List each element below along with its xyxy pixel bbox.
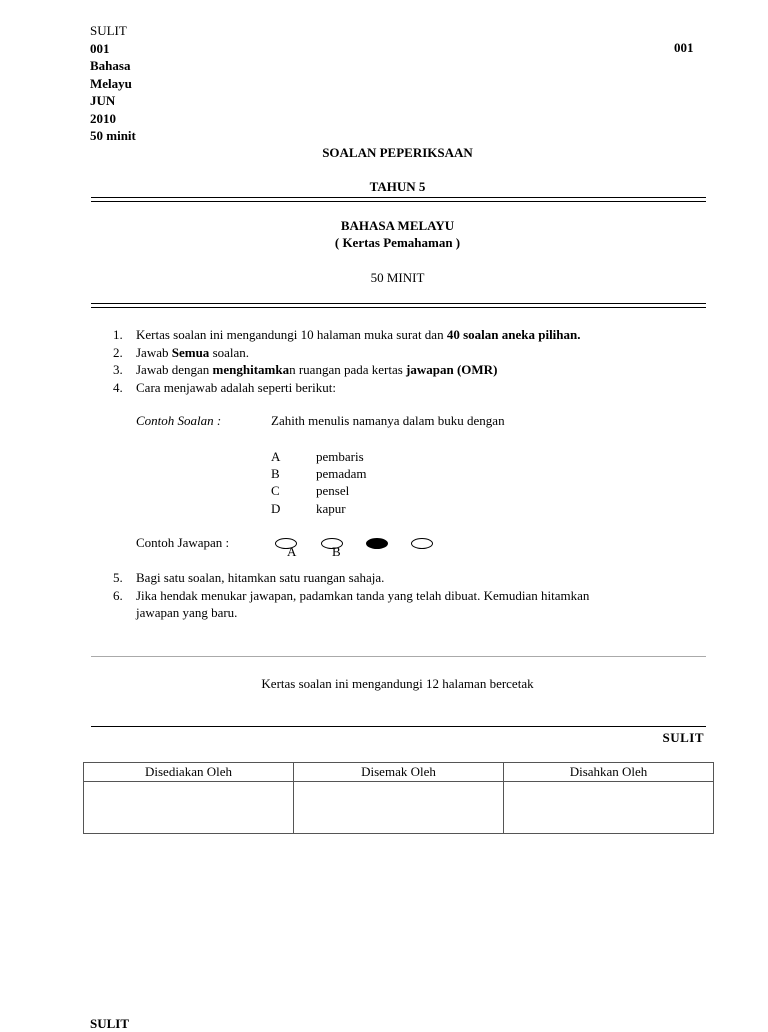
bubble-label-b: B	[332, 544, 341, 559]
subject-line-2: Melayu	[90, 75, 132, 91]
answer-bubble-d	[411, 538, 433, 549]
instruction-item: 6. Jika hendak menukar jawapan, padamkan tanda yang telah dibuat. Kemudian hitamkan jawapan yang baru.	[113, 587, 590, 620]
instructions-list	[113, 326, 703, 396]
double-rule-top-2	[91, 201, 706, 202]
subject-title: BAHASA MELAYU	[340, 218, 455, 233]
instruction-item: 5. Bagi satu soalan, hitamkan satu ruangan sahaja.	[113, 570, 385, 585]
instruction-item: 3. Jawab dengan menghitamkan ruangan pada kertas jawapan (OMR)	[113, 362, 498, 377]
bubble-label-a: A	[287, 544, 297, 559]
time-title: 50 MINIT	[370, 270, 425, 285]
example-option: C pensel	[271, 483, 350, 498]
paper-title: ( Kertas Pemahaman )	[334, 235, 461, 250]
exam-month: JUN	[90, 93, 116, 108]
double-rule-top-1	[91, 197, 706, 198]
header-info	[90, 22, 136, 145]
signoff-header-checked: Disemak Oleh	[294, 763, 504, 782]
paper-code: 001	[90, 40, 110, 56]
paper-code-right: 001	[674, 40, 694, 55]
double-rule-bottom-2	[91, 307, 706, 308]
sulit-rule	[91, 726, 706, 727]
double-rule-bottom-1	[91, 303, 706, 304]
example-option: B pemadam	[271, 466, 367, 481]
instruction-item: 1. Kertas soalan ini mengandungi 10 halaman muka surat dan 40 soalan aneka pilihan.	[113, 327, 581, 342]
exam-title: SOALAN PEPERIKSAAN	[322, 145, 473, 160]
signoff-header-prepared: Disediakan Oleh	[84, 763, 294, 782]
example-answer-label: Contoh Jawapan :	[136, 535, 230, 550]
exam-year: 2010	[90, 110, 116, 126]
pages-note: Kertas soalan ini mengandungi 12 halaman bercetak	[261, 676, 534, 691]
instruction-item: 4. Cara menjawab adalah seperti berikut:	[113, 379, 336, 395]
subject-line-1: Bahasa	[90, 58, 131, 73]
signoff-header-approved: Disahkan Oleh	[504, 763, 714, 782]
example-option: A pembaris	[271, 449, 364, 464]
exam-duration: 50 minit	[90, 128, 136, 143]
signoff-cell-approved	[504, 782, 714, 834]
instructions-list-continued	[113, 569, 703, 622]
grade-title: TAHUN 5	[369, 179, 426, 194]
sulit-label: SULIT	[90, 23, 127, 38]
signoff-cell-checked	[294, 782, 504, 834]
answer-bubble-c-filled	[366, 538, 388, 549]
example-question-label: Contoh Soalan :	[136, 413, 222, 428]
bottom-sulit-label: SULIT	[90, 1016, 130, 1031]
example-option: D kapur	[271, 501, 346, 516]
footer-divider	[91, 656, 706, 657]
instruction-item: 2. Jawab Semua soalan.	[113, 344, 250, 360]
example-question-text: Zahith menulis namanya dalam buku dengan	[271, 413, 505, 428]
signoff-table	[83, 762, 714, 834]
sulit-footer-label: SULIT	[662, 730, 704, 745]
signoff-cell-prepared	[84, 782, 294, 834]
